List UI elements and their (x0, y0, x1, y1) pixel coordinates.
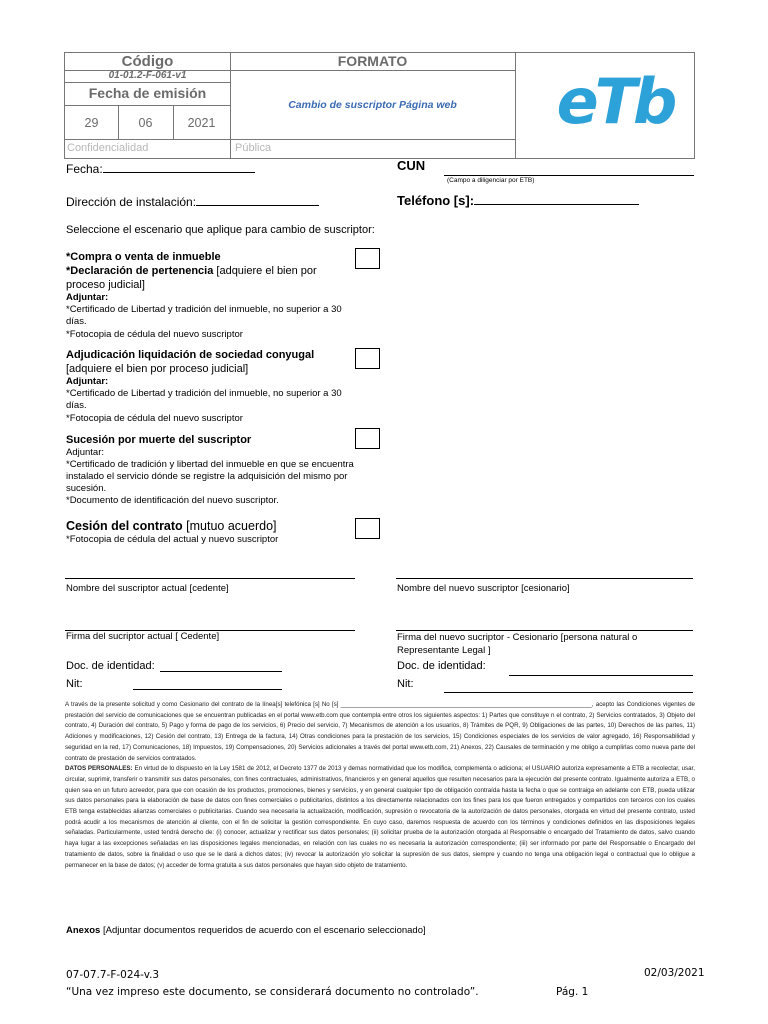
scenario-adjudicacion (66, 348, 356, 426)
telefono-label: Teléfono [s]: (397, 193, 475, 208)
requirement-item: *Fotocopia de cédula del nuevo suscriptor (66, 413, 243, 424)
fecha-month: 06 (138, 116, 153, 130)
scenario-adjudicacion-note: [adquiere el bien por proceso judicial] (66, 363, 249, 375)
requirement-item: *Certificado de tradición y libertad del inmueble en que se encuentra instalado el servicio dónde se registre la adquisición del mismo por sucesión. (66, 459, 354, 494)
codigo-label: Código (121, 53, 174, 70)
etb-logo-text: eTb (556, 65, 674, 138)
formato-label: FORMATO (337, 53, 408, 69)
doc-identidad-left-line[interactable] (160, 671, 282, 672)
doc-identidad-left-label: Doc. de identidad: (66, 660, 155, 672)
scenario-sucesion (66, 433, 356, 507)
scenario-compra-title: *Compra o venta de inmueble (66, 251, 221, 263)
requirement-item: *Fotocopia de cédula del nuevo suscriptor (66, 329, 243, 340)
cun-label: CUN (397, 158, 426, 173)
direccion-input-line[interactable] (196, 193, 319, 206)
scenario-cesion-checkbox[interactable] (355, 518, 380, 539)
footer-date: 02/03/2021 (644, 967, 705, 979)
nit-left-label: Nit: (66, 678, 83, 690)
scenario-sucesion-checkbox[interactable] (355, 428, 380, 449)
direccion-label: Dirección de instalación: (66, 195, 197, 209)
publica-label: Pública (235, 142, 272, 154)
direccion-field (66, 193, 319, 209)
fecha-label: Fecha: (66, 162, 103, 176)
nombre-actual-line[interactable] (65, 578, 355, 579)
doc-identidad-right-line[interactable] (509, 675, 693, 676)
etb-logo-icon (545, 61, 685, 139)
adjuntar-label: Adjuntar: (66, 376, 109, 387)
select-prompt: Seleccione el escenario que aplique para cambio de suscriptor: (66, 224, 375, 236)
fecha-emision-label: Fecha de emisión (88, 85, 207, 101)
scenario-cesion (66, 519, 366, 547)
nombre-actual-label: Nombre del suscriptor actual [cedente] (66, 583, 229, 594)
telefono-field (397, 192, 639, 208)
fecha-day: 29 (84, 116, 99, 130)
scenario-cesion-title: Cesión del contrato (66, 519, 183, 533)
requirement-item: *Fotocopia de cédula del actual y nuevo suscriptor (66, 534, 279, 545)
adjuntar-label: Adjuntar: (66, 292, 109, 303)
footer-note: “Una vez impreso este documento, se considerará documento no controlado”. (66, 986, 479, 998)
codigo-value: 01-01.2-F-061-v1 (108, 70, 187, 81)
requirement-item: *Certificado de Libertad y tradición del inmueble, no superior a 30 días. (66, 388, 342, 411)
footer-code: 07-07.7-F-024-v.3 (66, 969, 160, 981)
anexos (66, 925, 426, 936)
anexos-text: [Adjuntar documentos requeridos de acuerdo con el escenario seleccionado] (100, 925, 426, 936)
header-table (64, 52, 695, 159)
firma-actual-label: Firma del sucriptor actual [ Cedente] (66, 631, 220, 642)
scenario-cesion-note: [mutuo acuerdo] (182, 519, 277, 533)
doc-identidad-right-label: Doc. de identidad: (397, 660, 486, 672)
nombre-nuevo-label: Nombre del nuevo suscriptor [cesionario] (397, 583, 570, 594)
scenario-sucesion-title: Sucesión por muerte del suscriptor (66, 434, 252, 446)
nit-right-line[interactable] (444, 692, 693, 693)
cun-input-line[interactable] (444, 175, 694, 176)
nit-right-label: Nit: (397, 678, 414, 690)
scenario-pertenencia-note: [adquiere el bien por proceso judicial] (66, 265, 317, 291)
fecha-input-line[interactable] (103, 160, 255, 173)
legal-paragraph-conditions: A través de la presente solicitud y como Cesionario del contrato de la línea[s] telefónica [s] No [s] _________________________________________________________________________, acepto las Condiciones vigentes de prestación del servicio de comunicaciones que se encuentran publicadas en el portal www.etb.com que contempla entre otros los siguientes aspectos: 1) Partes que constituye n el contrato, 2) Servicios contratados, 3) Objeto del contrato, 4) Duración del contrato, 5) Pago y forma de pago de los servicios, 6) Precio del servicio, 7) Mecanismos de atención a los usuarios, 8) Trámites de PQR, 9) Obligaciones de las partes, 10) Derechos de las partes, 11) Adiciones y modificaciones, 12) Cesión del contrato, 13) Entrega de la factura, 14) Otras condiciones para la prestación de los servicios, 15) Condiciones especiales de los servicios de valor agregado, 16) Responsabilidad y seguridad en la red, 17) Comunicaciones, 18) Impuestos, 19) Compensaciones, 20) Servicios adicionales a través del portal www.etb.com, 21) Anexos, 22) Causales de terminación y me obligo a cumplirlas como nueva parte del contrato de prestación de servicios contratados. (65, 701, 695, 762)
etb-logo (545, 61, 685, 139)
requirement-item: *Certificado de Libertad y tradición del inmueble, no superior a 30 días. (66, 304, 342, 327)
scenario-adjudicacion-title: Adjudicación liquidación de sociedad conyugal (66, 349, 315, 361)
firma-nuevo-label: Firma del nuevo sucriptor - Cesionario [persona natural o Representante Legal ] (397, 632, 638, 656)
confidencialidad-label: Confidencialidad (67, 142, 149, 154)
scenario-compra (66, 250, 356, 342)
legal-paragraph-datos: En virtud de lo dispuesto en la Ley 1581 de 2012, el Decreto 1377 de 2013 y demas normatividad que los modifica, complementa o adiciona; el USUARIO autoriza expresamente a ETB a recolectar, usar, circular, suprimir, transferir o transmitir sus datos personales, con fines contractuales, administrativos, financieros y en general aquellos que resulten necesarios para la ejecución del presente contrato. Igualmente autoriza a ETB, o quien sea en un futuro acreedor, para que con ocasión de los productos, promociones, bienes y servicios, y en general cualquier tipo de obligación contraída hasta la fecha o que se contraiga en adelante con ETB, pueda utilizar sus datos personales para la elaboración de base de datos con fines comerciales o publicitarios, distintos a los directamente relacionados con los fines para los que fueron entregados y compartidos con terceros con los cuales ETB tenga establecidas alianzas comerciales o publicitarias. Cuando sea necesaria la actualización, modificación, supresión o revocatoria de la autorización de datos personales, otorgada en virtud del presente contrato, usted podrá acudir a los mecanismos de atención al cliente, con el fin de solicitar la gestión correspondiente. En cuyo caso, daremos respuesta de acuerdo con los términos y condiciones definidos en las disposiciones legales señaladas. Particularmente, usted tendrá derecho de: (i) conocer, actualizar y rectificar sus datos personales; (ii) solicitar prueba de la autorización otorgada al Responsable o encargado del Tratamiento de datos, salvo cuando haya lugar a las excepciones señaladas en las disposiciones legales mencionadas, en relación con las cuales no es necesaria la autorización correspondiente; (iii) ser informado por parte del Responsable o Encargado del tratamiento de datos, sobre la finalidad o uso que se le dará a dichos datos; (iv) revocar la autorización y/o solicitar la supresión de sus datos, siempre y cuando no tenga una obligación legal o contractual que lo obligue a permanecer en la base de datos; (v) acceder de forma gratuita a sus datos personales que hayan sido objeto de tratamiento. (65, 765, 695, 869)
fecha-year: 2021 (187, 116, 216, 130)
footer-page: Pág. 1 (556, 986, 589, 998)
adjuntar-label: Adjuntar: (66, 447, 105, 458)
scenario-compra-checkbox[interactable] (355, 248, 380, 269)
telefono-input-line[interactable] (474, 192, 639, 205)
document-title: Cambio de suscriptor Página web (288, 99, 457, 111)
scenario-adjudicacion-checkbox[interactable] (355, 348, 380, 369)
legal-text (65, 700, 695, 871)
fecha-field (66, 160, 255, 176)
scenario-pertenencia-title: *Declaración de pertenencia (66, 265, 214, 277)
nit-left-line[interactable] (133, 689, 282, 690)
anexos-label: Anexos (66, 925, 101, 936)
cun-note: (Campo a diligenciar por ETB) (447, 177, 535, 184)
nombre-nuevo-line[interactable] (396, 578, 693, 579)
requirement-item: *Documento de identificación del nuevo suscriptor. (66, 495, 279, 506)
datos-personales-label: DATOS PERSONALES: (65, 765, 133, 773)
